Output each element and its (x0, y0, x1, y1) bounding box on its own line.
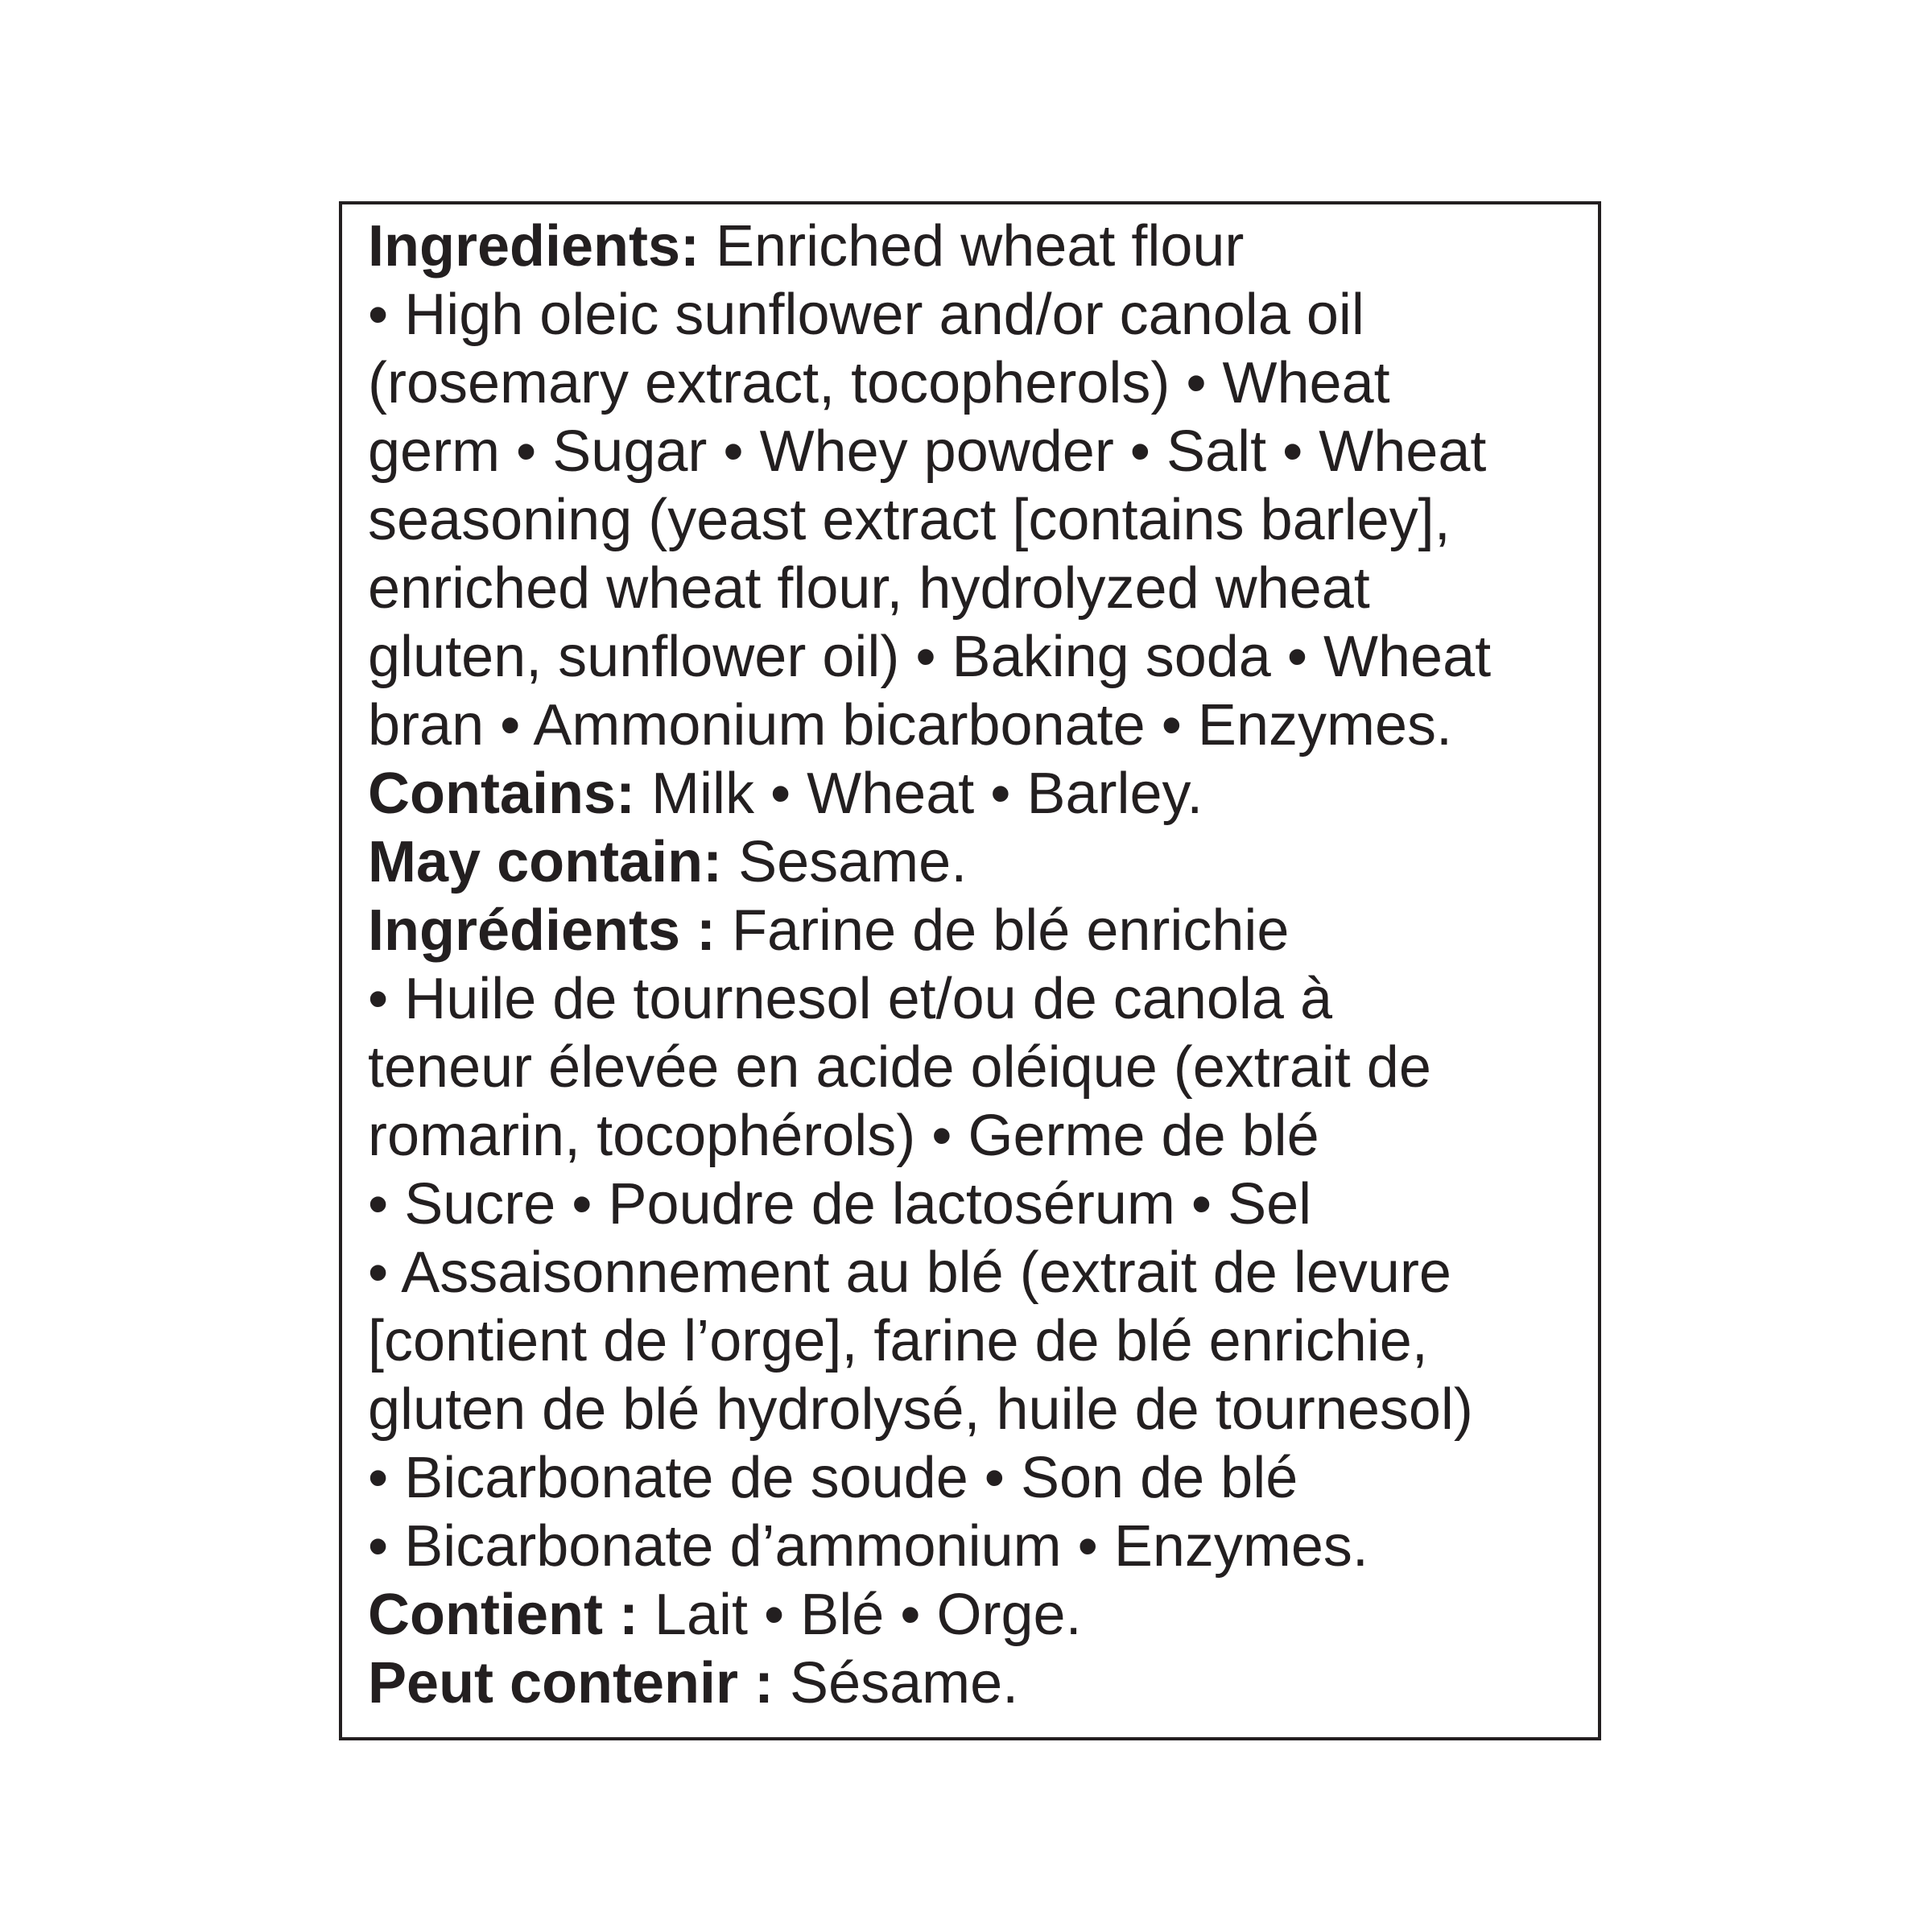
label-line (368, 1239, 1591, 1307)
label-line (368, 965, 1591, 1034)
label-line (368, 1307, 1591, 1376)
label-line (368, 555, 1591, 623)
line-text: • Bicarbonate de soude • Son de blé (368, 1446, 1298, 1510)
label-line (368, 760, 1591, 828)
line-text: germ • Sugar • Whey powder • Salt • Wheat (368, 419, 1487, 484)
label-line (368, 623, 1591, 691)
ingredients-label-box (339, 201, 1601, 1740)
line-text: seasoning (yeast extract [contains barley], (368, 488, 1451, 552)
line-text: gluten de blé hydrolysé, huile de tournesol) (368, 1377, 1473, 1442)
section-heading: May contain: (368, 830, 723, 894)
label-line (368, 486, 1591, 555)
line-text: • Assaisonnement au blé (extrait de levure (368, 1241, 1451, 1305)
line-text: Sesame. (722, 830, 968, 894)
label-line (368, 281, 1591, 349)
label-line (368, 1102, 1591, 1170)
label-line (368, 1376, 1591, 1444)
line-text: Enriched wheat flour (700, 214, 1245, 279)
section-heading: Ingredients: (368, 214, 700, 279)
label-line (368, 828, 1591, 897)
line-text: romarin, tocophérols) • Germe de blé (368, 1104, 1319, 1168)
line-text: gluten, sunflower oil) • Baking soda • Wheat (368, 625, 1492, 689)
line-text: Sésame. (774, 1651, 1019, 1715)
line-text: (rosemary extract, tocopherols) • Wheat (368, 351, 1390, 415)
line-text: teneur élevée en acide oléique (extrait de (368, 1035, 1431, 1100)
line-text: Milk • Wheat • Barley. (634, 762, 1203, 826)
section-heading: Contient : (368, 1583, 638, 1647)
label-line (368, 1444, 1591, 1513)
section-heading: Ingrédients : (368, 898, 716, 963)
section-heading: Peut contenir : (368, 1651, 774, 1715)
label-line (368, 418, 1591, 486)
line-text: [contient de l’orge], farine de blé enrichie, (368, 1309, 1428, 1373)
label-line (368, 1649, 1591, 1718)
label-line (368, 1034, 1591, 1102)
section-heading: Contains: (368, 762, 635, 826)
line-text: bran • Ammonium bicarbonate • Enzymes. (368, 693, 1453, 758)
line-text: Farine de blé enrichie (716, 898, 1290, 963)
label-line (368, 897, 1591, 965)
line-text: • Bicarbonate d’ammonium • Enzymes. (368, 1514, 1368, 1579)
label-line (368, 1170, 1591, 1239)
line-text: • Huile de tournesol et/ou de canola à (368, 967, 1333, 1031)
label-line (368, 691, 1591, 760)
line-text: • High oleic sunflower and/or canola oil (368, 283, 1364, 347)
line-text: enriched wheat flour, hydrolyzed wheat (368, 556, 1370, 621)
label-line (368, 349, 1591, 418)
label-line (368, 1581, 1591, 1649)
line-text: Lait • Blé • Orge. (638, 1583, 1082, 1647)
line-text: • Sucre • Poudre de lactosérum • Sel (368, 1172, 1312, 1236)
label-line (368, 1513, 1591, 1581)
label-line (368, 213, 1591, 281)
ingredients-text-block (368, 213, 1591, 1718)
